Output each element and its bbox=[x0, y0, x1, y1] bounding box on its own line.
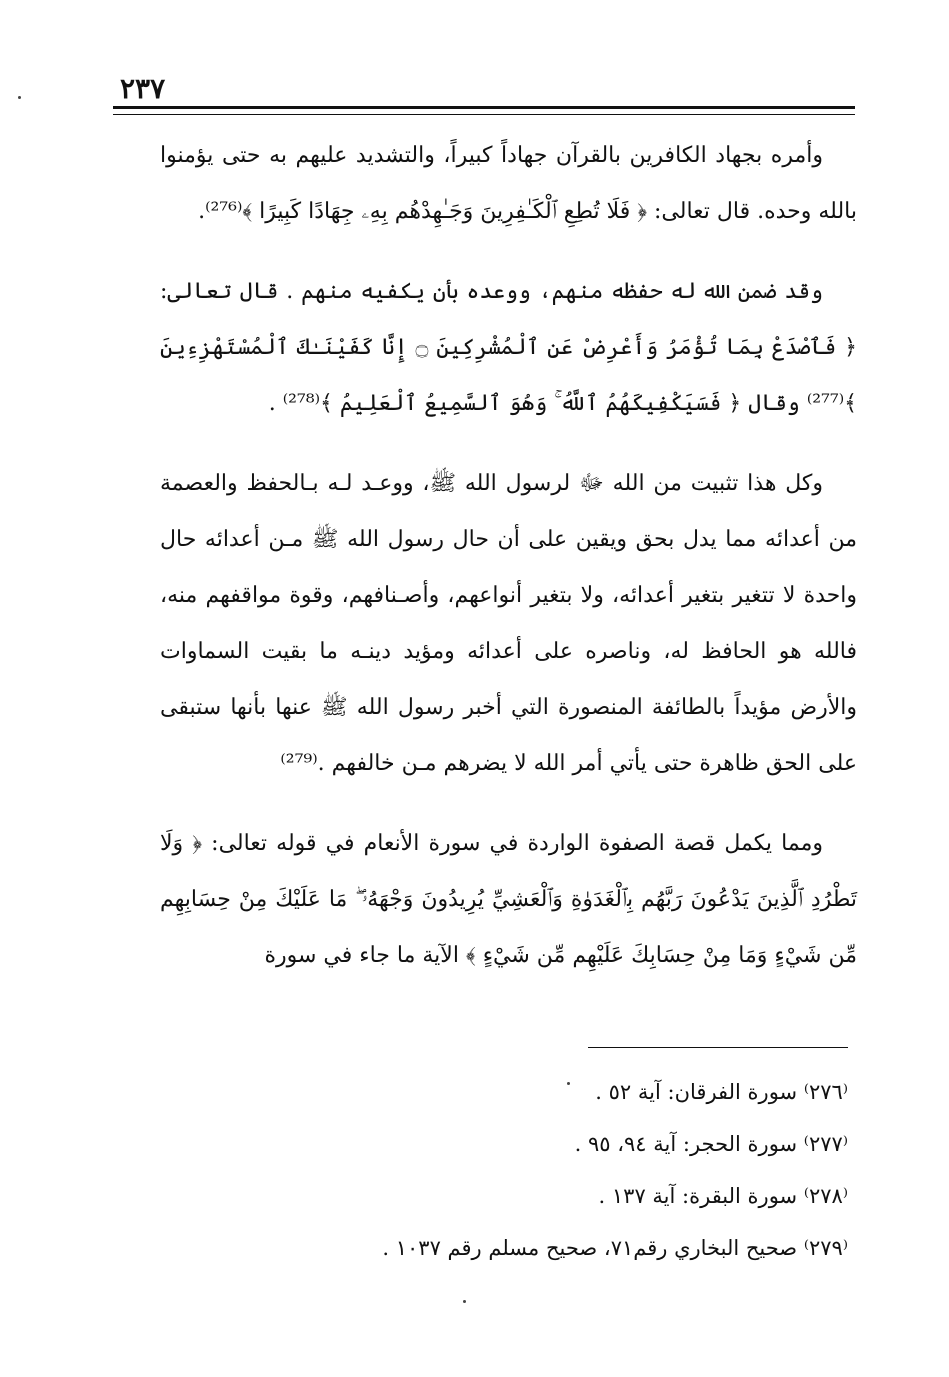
paragraph-4: ومما يكمل قصة الصفوة الواردة في سورة الأنعام في قوله تعالى: ﴿ وَلَا تَطْرُدِ ٱلَّذِينَ يَدْعُونَ رَبَّهُم بِٱلْغَدَوٰةِ وَٱلْعَشِيِّ يُرِيدُونَ وَجْهَهُۥ ۖ مَا عَلَيْكَ مِنْ حِسَابِهِم مِّن شَيْءٍ وَمَا مِنْ حِسَابِكَ عَلَيْهِم مِّن شَيْءٍ ﴾ الآية ما جاء في سورة bbox=[160, 831, 857, 968]
footnote-276: ⁽٢٧٦⁾ سورة الفرقان: آية ٥٢ . bbox=[595, 1080, 848, 1104]
footnote-277: ⁽٢٧٧⁾ سورة الحجر: آية ٩٤، ٩٥ . bbox=[574, 1132, 848, 1156]
paragraph-2: وقد ضمن الله له حفظه منهم، ووعده بأن يكفيه منهم . قال تعالى: ﴿ فَٱصْدَعْ بِمَا تُؤْمَرُ وَأَعْرِضْ عَنِ ٱلْمُشْرِكِينَ ۝ إِنَّا كَفَيْنَـٰكَ ٱلْمُسْتَهْزِءِينَ ﴾⁽²⁷⁷⁾ وقال ﴿ فَسَيَكْفِيكَهُمُ ٱللَّهُ ۚ وَهُوَ ٱلسَّمِيعُ ٱلْعَلِيمُ ﴾⁽²⁷⁸⁾ . bbox=[160, 279, 858, 416]
paragraph-1: وأمره بجهاد الكافرين بالقرآن جهاداً كبيراً، والتشديد عليهم به حتى يؤمنوا بالله وحده. قال تعالى: ﴿ فَلَا تُطِعِ ٱلْكَـٰفِرِينَ وَجَـٰهِدْهُم بِهِۦ جِهَادًا كَبِيرًا ﴾⁽²⁷⁶⁾. bbox=[160, 143, 857, 224]
page-number: ٢٣٧ bbox=[120, 72, 166, 105]
scan-speck bbox=[18, 96, 21, 99]
scan-speck bbox=[567, 1082, 570, 1085]
footnote-separator bbox=[588, 1047, 848, 1048]
footnote-278: ⁽٢٧٨⁾ سورة البقرة: آية ١٣٧ . bbox=[598, 1184, 848, 1208]
main-text bbox=[160, 128, 857, 984]
header-rule-thin bbox=[113, 114, 855, 115]
header-rule bbox=[113, 106, 855, 109]
paragraph-3: وكل هذا تثبيت من الله ﷻ لرسول الله ﷺ، ووعـد لـه بـالحفظ والعصمة من أعدائه مما يدل بحق ويقين على أن حال رسول الله ﷺ مـن أعدائه حال واحدة لا تتغير بتغير أعدائه، ولا بتغير أنواعهم، وأصـنافهم، وقوة مواقفهم منه، فالله هو الحافظ له، وناصره على أعدائه ومؤيد دينـه ما بقيت السماوات والأرض مؤيداً بالطائفة المنصورة التي أخبر رسول الله ﷺ عنها بأنها ستبقى على الحق ظاهرة حتى يأتي أمر الله لا يضرهم مـن خالفهم .⁽²⁷⁹⁾ bbox=[160, 471, 857, 776]
scan-speck bbox=[463, 1300, 466, 1303]
footnotes bbox=[160, 1072, 848, 1280]
footnote-279: ⁽٢٧٩⁾ صحيح البخاري رقم٧١، صحيح مسلم رقم ١٠٣٧ . bbox=[382, 1236, 848, 1260]
